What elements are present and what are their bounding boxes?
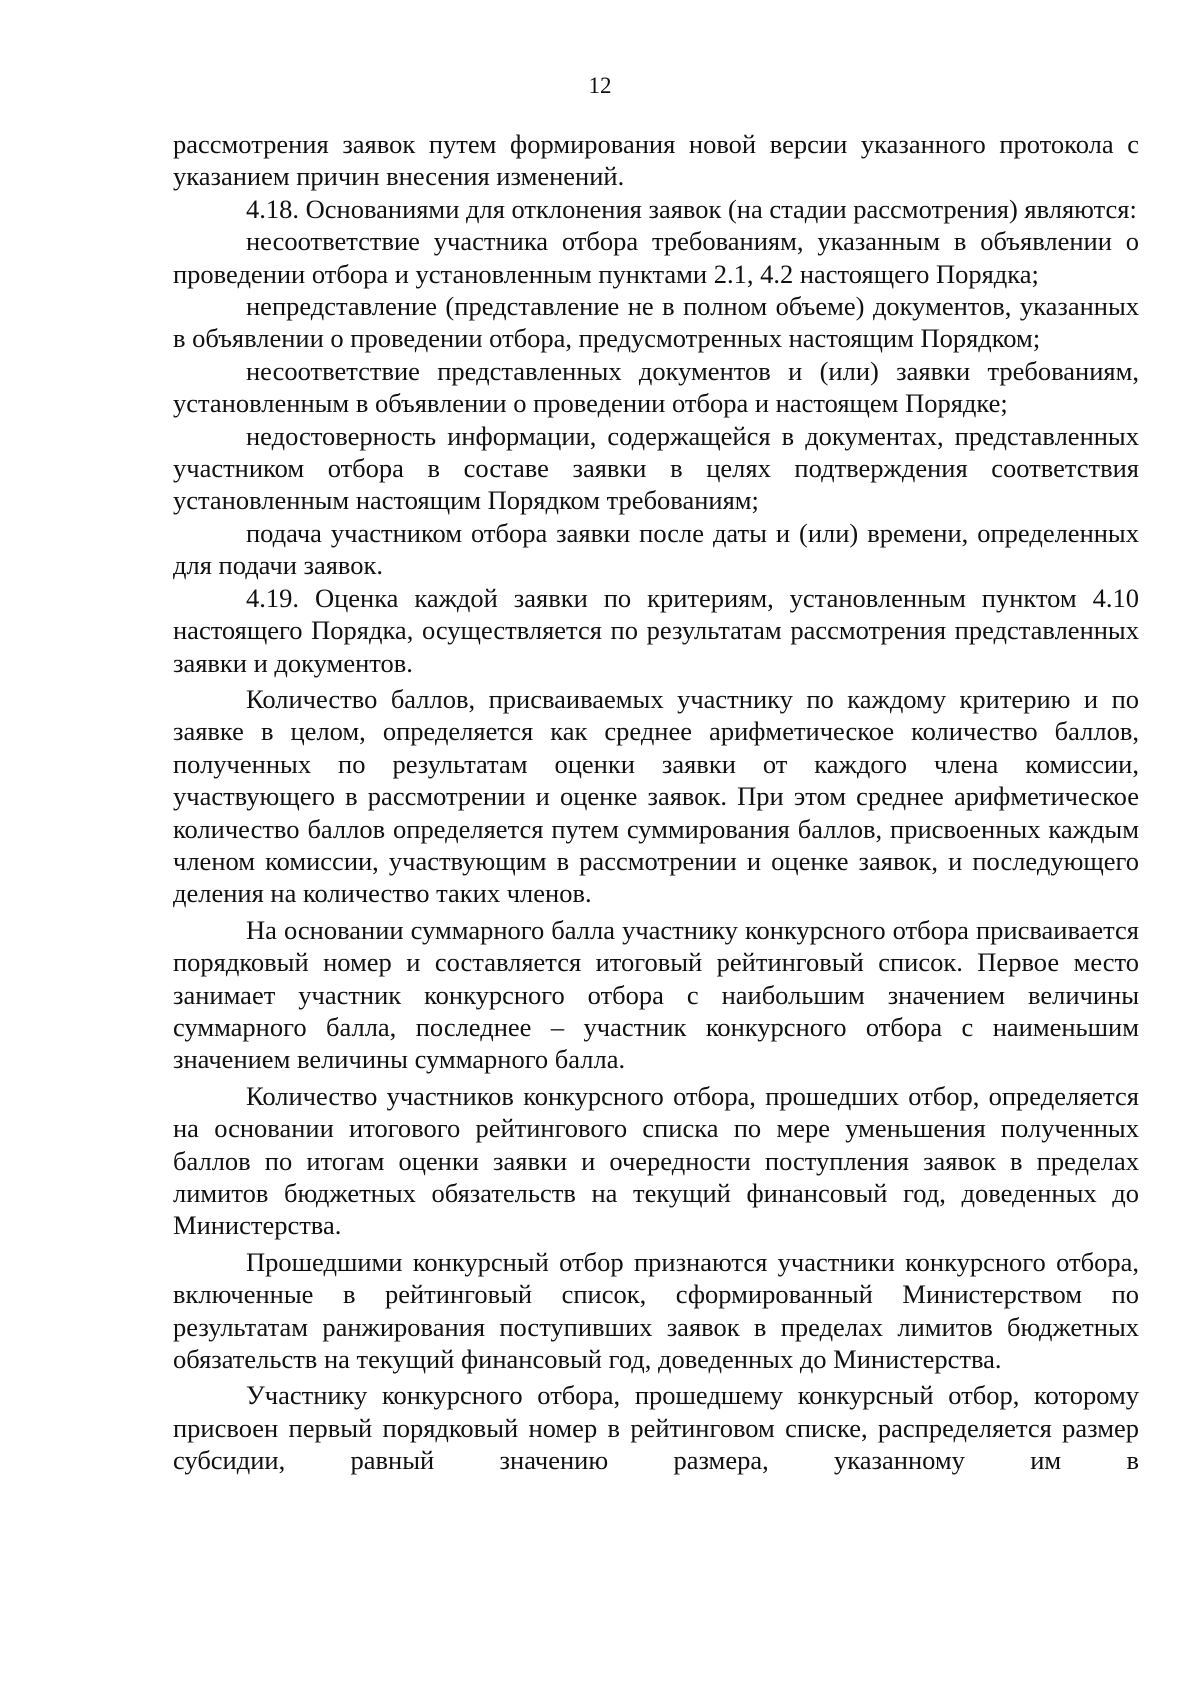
page-number: 12 (588, 73, 612, 98)
paragraph-subsidy-distribution: Участнику конкурсного отбора, прошедшему конкурсный отбор, которому присвоен первый порядковый номер в рейтинговом списке, распределяется размер субсидии, равный значению размера, указанному им в (173, 1380, 1139, 1476)
paragraph-rejection-ground-4: недостоверность информации, содержащейся в документах, представленных участником отбора в составе заявки в целях подтверждения соответствия установленным настоящим Порядком требованиям; (173, 420, 1139, 516)
paragraph-rejection-ground-5: подача участником отбора заявки после даты и (или) времени, определенных для подачи заявок. (173, 517, 1139, 581)
paragraph-rejection-ground-1: несоответствие участника отбора требованиям, указанным в объявлении о проведении отбора и установленным пунктами 2.1, 4.2 настоящего Порядка; (173, 226, 1139, 289)
paragraph-rejection-ground-3: несоответствие представленных документов и (или) заявки требованиям, установленным в объявлении о проведении отбора и настоящем Порядке; (173, 355, 1139, 419)
paragraph-participant-count: Количество участников конкурсного отбора, прошедших отбор, определяется на основании итогового рейтингового списка по мере уменьшения полученных баллов по итогам оценки заявки и очередности поступления заявок в пределах лимитов бюджетных обязательств на текущий финансовый год, доведенных до Министерства. (173, 1080, 1139, 1241)
paragraph-rating-list: На основании суммарного балла участнику конкурсного отбора присваивается порядковый номер и составляется итоговый рейтинговый список. Первое место занимает участник конкурсного отбора с наибольшим значением величины суммарного балла, последнее – участник конкурсного отбора с наименьшим значением величины суммарного балла. (173, 914, 1139, 1075)
paragraph-protocol-continuation: рассмотрения заявок путем формирования новой версии указанного протокола с указанием причин внесения изменений. (173, 129, 1139, 192)
paragraph-4-19: 4.19. Оценка каждой заявки по критериям, установленным пунктом 4.10 настоящего Порядка, осуществляется по результатам рассмотрения представленных заявки и документов. (173, 582, 1139, 678)
document-body (173, 128, 1139, 1477)
paragraph-4-18: 4.18. Основаниями для отклонения заявок (на стадии рассмотрения) являются: (246, 193, 1137, 224)
paragraph-score-calculation: Количество баллов, присваиваемых участнику по каждому критерию и по заявке в целом, определяется как среднее арифметическое количество баллов, полученных по результатам оценки заявки от каждого члена комиссии, участвующего в рассмотрении и оценке заявок. При этом среднее арифметическое количество баллов определяется путем суммирования баллов, присвоенных каждым членом комиссии, участвующим в рассмотрении и оценке заявок, и последующего деления на количество таких членов. (173, 683, 1139, 909)
paragraph-selection-winners: Прошедшими конкурсный отбор признаются участники конкурсного отбора, включенные в рейтинговый список, сформированный Министерством по результатам ранжирования поступивших заявок в пределах лимитов бюджетных обязательств на текущий финансовый год, доведенных до Министерства. (173, 1246, 1139, 1375)
paragraph-rejection-ground-2: непредставление (представление не в полном объеме) документов, указанных в объявлении о проведении отбора, предусмотренных настоящим Порядком; (173, 291, 1139, 354)
